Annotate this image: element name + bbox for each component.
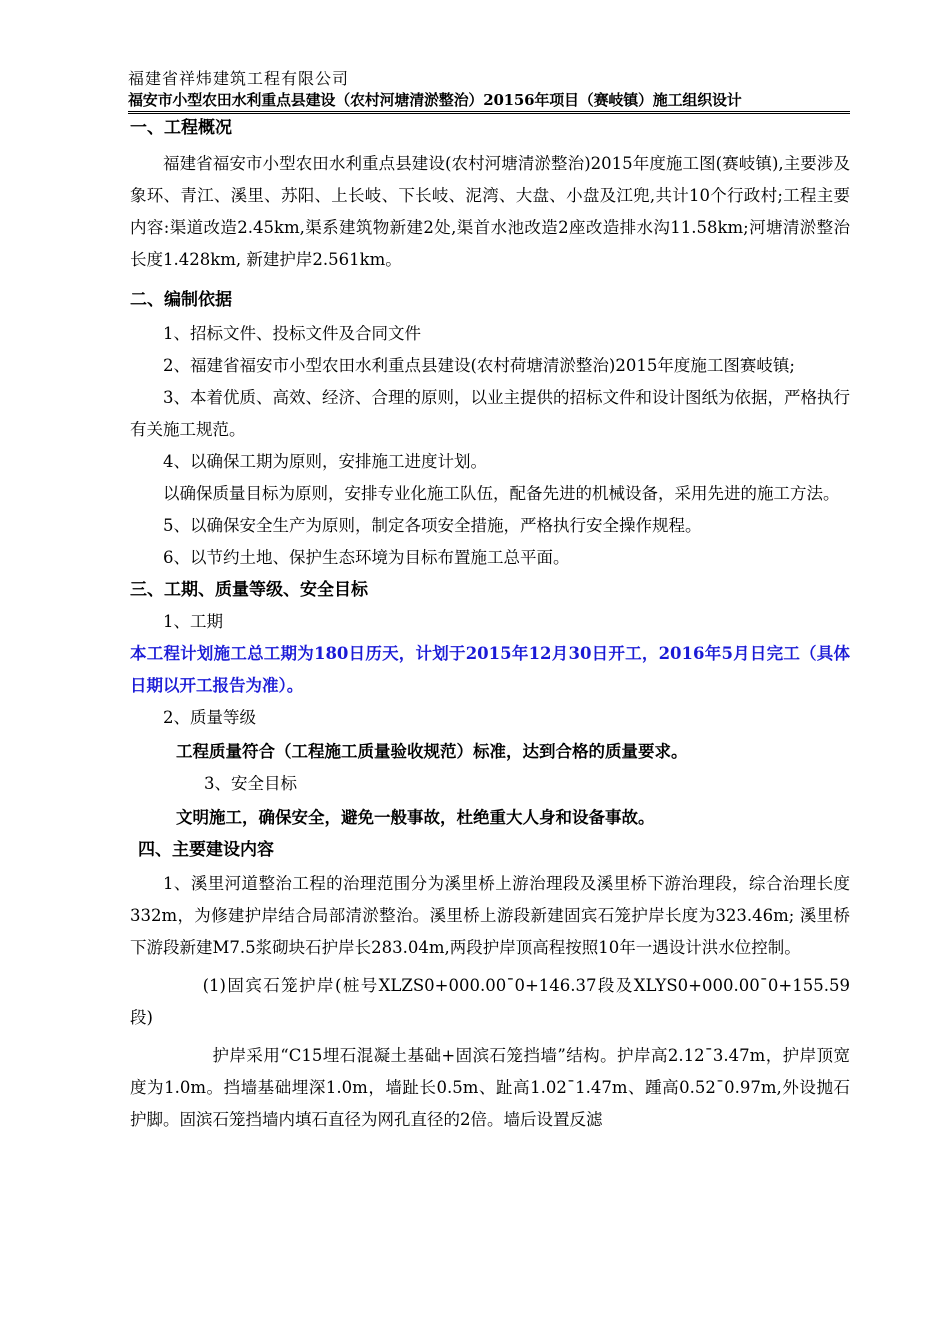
section-4-heading: 四、主要建设内容 bbox=[138, 840, 274, 860]
section-1-heading: 一、工程概况 bbox=[130, 118, 232, 138]
section-3-heading: 三、工期、质量等级、安全目标 bbox=[130, 580, 368, 600]
basis-item-2: 2、福建省福安市小型农田水利重点县建设(农村荷塘清淤整治)2015年度施工图赛岐镇; bbox=[163, 356, 795, 375]
basis-item-3: 3、本着优质、高效、经济、合理的原则，以业主提供的招标文件和设计图纸为依据，严格执行有关施工规范。 bbox=[130, 388, 850, 439]
section-2-heading: 二、编制依据 bbox=[130, 290, 232, 310]
basis-item-4-continued: 以确保质量目标为原则，安排专业化施工队伍，配备先进的机械设备，采用先进的施工方法。 bbox=[163, 484, 840, 503]
subheading-safety: 3、安全目标 bbox=[204, 774, 297, 793]
basis-item-5: 5、以确保安全生产为原则，制定各项安全措施，严格执行安全操作规程。 bbox=[163, 516, 702, 535]
safety-statement: 文明施工，确保安全，避免一般事故，杜绝重大人身和设备事故。 bbox=[176, 808, 655, 827]
quality-statement: 工程质量符合（工程施工质量验收规范）标准，达到合格的质量要求。 bbox=[176, 742, 688, 761]
construction-paragraph-2: (1)固宾石笼护岸(桩号XLZS0+000.00¯0+146.37段及XLYS0+000.00¯0+155.59段) bbox=[130, 976, 850, 1027]
basis-item-6: 6、以节约土地、保护生态环境为目标布置施工总平面。 bbox=[163, 548, 570, 567]
schedule-statement: 本工程计划施工总工期为180日历天，计划于2015年12月30日开工，2016年5月日完工（具体日期以开工报告为准）。 bbox=[130, 644, 850, 695]
document-body bbox=[130, 114, 850, 1136]
construction-paragraph-1: 1、溪里河道整治工程的治理范围分为溪里桥上游治理段及溪里桥下游治理段，综合治理长度332m，为修建护岸结合局部清淤整治。溪里桥上游段新建固宾石笼护岸长度为323.46m; 溪里桥下游段新建M7.5浆砌块石护岸长283.04m,两段护岸顶高程按照10年一遇设计洪水位控制。 bbox=[130, 874, 850, 957]
subheading-schedule: 1、工期 bbox=[163, 612, 223, 631]
construction-paragraph-3: 护岸采用“C15埋石混凝土基础+固滨石笼挡墙”结构。护岸高2.12¯3.47m，护岸顶宽度为1.0m。挡墙基础埋深1.0m，墙趾长0.5m、趾高1.02¯1.47m、踵高0.52¯0.97m,外设抛石护脚。固滨石笼挡墙内填石直径为网孔直径的2倍。墙后设置反滤 bbox=[130, 1046, 850, 1129]
header-project-title: 福安市小型农田水利重点县建设（农村河塘清淤整治）20156年项目（赛岐镇）施工组织设计 bbox=[128, 91, 742, 109]
basis-item-4: 4、以确保工期为原则，安排施工进度计划。 bbox=[163, 452, 487, 471]
basis-item-1: 1、招标文件、投标文件及合同文件 bbox=[163, 324, 421, 343]
header-company: 福建省祥炜建筑工程有限公司 bbox=[128, 69, 350, 88]
subheading-quality: 2、质量等级 bbox=[163, 708, 256, 727]
header-rule-top bbox=[128, 111, 850, 112]
section-1-paragraph: 福建省福安市小型农田水利重点县建设(农村河塘清淤整治)2015年度施工图(赛岐镇),主要涉及象环、青江、溪里、苏阳、上长岐、下长岐、泥湾、大盘、小盘及江兜,共计10个行政村;工程主要内容:渠道改造2.45km,渠系建筑物新建2处,渠首水池改造2座改造排水沟11.58km;河塘清淤整治长度1.428km, 新建护岸2.561km。 bbox=[130, 154, 850, 269]
